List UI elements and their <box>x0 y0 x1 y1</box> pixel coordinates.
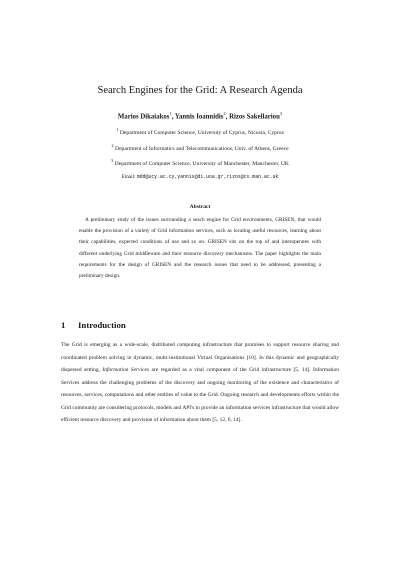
author-mark: 3 <box>279 111 283 116</box>
author-mark: 1 <box>169 111 172 116</box>
author-name: Rizos Sakellariou <box>229 113 280 121</box>
affiliation-mark: 2 <box>111 143 114 148</box>
section-heading <box>61 320 126 330</box>
affiliation <box>0 127 400 136</box>
abstract-heading: Abstract <box>189 204 211 210</box>
author-name: Marios Dikaiakos <box>117 113 170 121</box>
affiliation-mark: 1 <box>116 127 119 132</box>
section-body <box>61 339 339 427</box>
abstract <box>79 215 321 282</box>
author-mark: 2 <box>223 111 226 116</box>
affiliation-text: Department of Informatics and Telecommunications, Univ. of Athens, Greece <box>115 145 289 152</box>
body-text: The Grid is emerging as a wide-scale, distributed computing infrastructure that promises to support resource sharing and coordinated problem solving in dynamic, multi-institutional Virtual Organisations [10]. In this dynamic and geographically dispersed setting, <box>61 342 339 373</box>
section-title: Introduction <box>78 320 126 330</box>
affiliation-text: Department of Computer Science, University of Cyprus, Nicosia, Cyprus <box>119 129 284 136</box>
author-name: Yannis Ioannidis <box>174 113 224 121</box>
body-text: are regarded as a vital component of the Grid infrastructure [5, 14]. Information Services address the challenging problems of the discovery and ongoing monitoring of the existence and characteristics of resources, services, computations and other entities of value to the Grid. Ongoing research and developments efforts within the Grid community are considering protocols, models and API's to provide an information services infrastructure that would allow efficient resource discovery and provision of information about them [5, 12, 6, 14]. <box>61 367 339 423</box>
email-line <box>0 174 400 180</box>
body-paragraph <box>61 339 339 427</box>
affiliation-mark: 3 <box>111 158 114 163</box>
section-number: 1 <box>61 320 66 330</box>
affiliation <box>0 158 400 167</box>
paper-title: Search Engines for the Grid: A Research Agenda <box>97 85 303 96</box>
email-addresses: mdd@ucy.ac.cy,yannis@di.uoa.gr,rizos@cs.man.ac.uk <box>136 175 279 180</box>
email-label: Email: <box>121 174 136 180</box>
affiliation-text: Department of Computer Science, University of Manchester, Manchester, UK <box>114 160 289 167</box>
author-list: Marios Dikaiakos$^1$, Yannis Ioannidis$^2$, Rizos Sakellariou$^3$ <box>117 111 283 121</box>
abstract-text: A preliminary study of the issues surrounding a seach engine for Grid environments, GRISEN, that would enable the provision of a variety of Grid information services, such as locating useful resources, learning about their capabilities, expected conditions of use and so on. GRISEN sits on the top of and interoperates with different underlying Grid middleware and their resource discovery mechanisms. The paper highlights the main requirements for the design of GRISEN and the research issues that need to be addressed, presenting a preliminary design. <box>79 217 321 280</box>
body-emphasis: Information Services <box>102 367 150 373</box>
affiliation <box>0 143 400 152</box>
